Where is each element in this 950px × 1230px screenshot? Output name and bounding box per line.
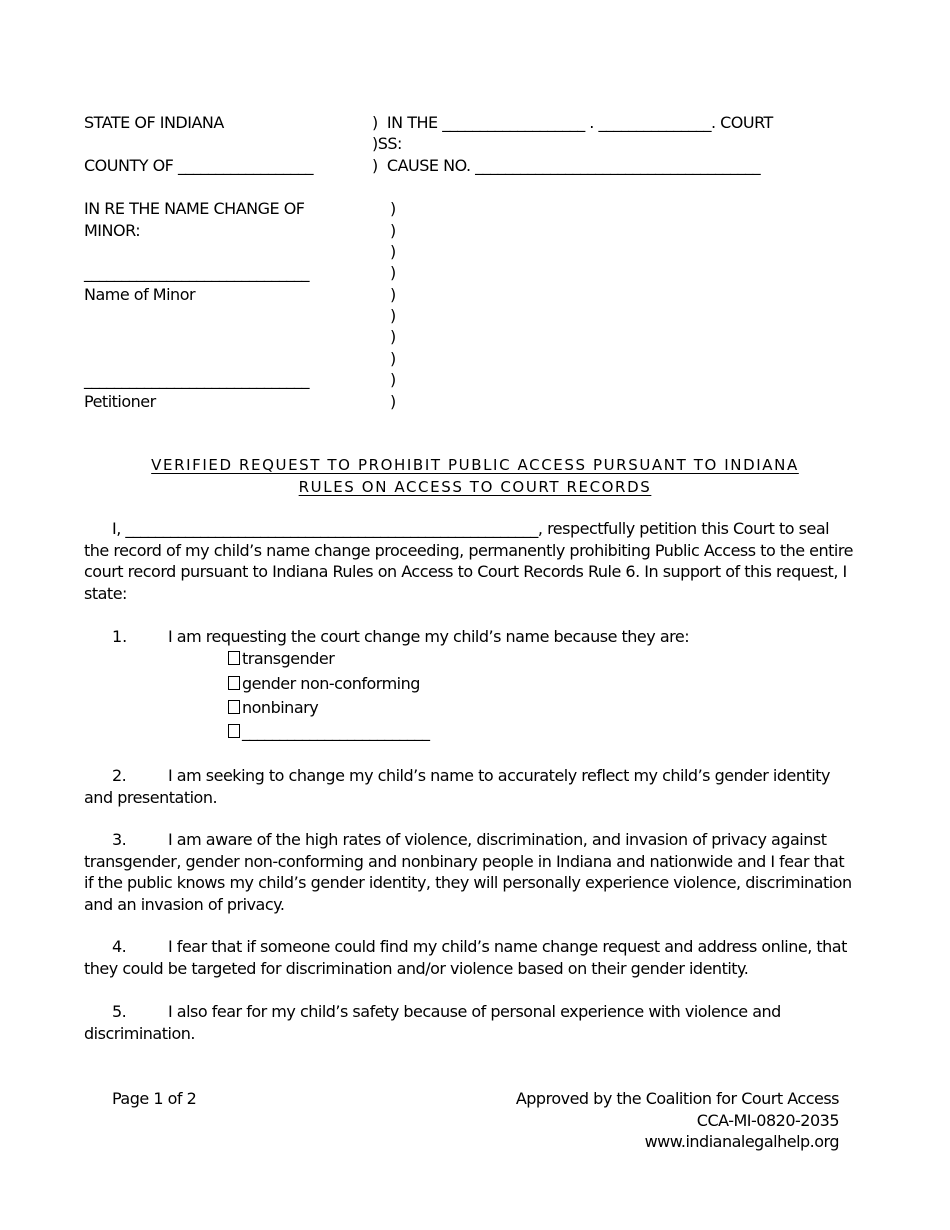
item-paragraph (84, 765, 854, 808)
paren: ) (390, 370, 396, 389)
paren: ) (390, 221, 396, 240)
other-blank-line: _________________________ (242, 722, 430, 741)
other-checkbox[interactable] (228, 724, 240, 738)
county-line: COUNTY OF __________________ (84, 156, 313, 175)
item-paragraph (84, 1001, 854, 1044)
checkbox-label: gender non-conforming (242, 674, 420, 693)
page-number: Page 1 of 2 (112, 1089, 197, 1108)
checkbox-label: transgender (242, 649, 335, 668)
intro-paragraph: I, _______________________________________________________, respectfully petition this Court to seal the record of my child’s name change proceeding, permanently prohibiting Public Access to the entire court record pursuant to Indiana Rules on Access to Court Records Rule 6. In support of this request, I state: (84, 519, 853, 603)
item-number: 1. (112, 627, 128, 646)
paren: ) (390, 263, 396, 282)
paren: ) (390, 349, 396, 368)
item-text: I am seeking to change my child’s name to accurately reflect my child’s gender identity and presentation. (84, 766, 830, 807)
paren: ) (390, 199, 396, 218)
transgender-checkbox[interactable] (228, 651, 240, 665)
item-text: I am aware of the high rates of violence, discrimination, and invasion of privacy against transgender, gender non-conforming and nonbinary people in Indiana and nationwide and I fear that if the public knows my child’s gender identity, they will personally experience violence, discrimination and an invasion of privacy. (84, 830, 852, 914)
paren: ) (390, 306, 396, 325)
form-code: CCA-MI-0820-2035 (696, 1111, 839, 1130)
item-number: 4. (112, 937, 127, 956)
item-number: 3. (112, 830, 127, 849)
paren: ) (390, 285, 396, 304)
approval-note: Approved by the Coalition for Court Access (515, 1089, 839, 1108)
document-title-line-1: VERIFIED REQUEST TO PROHIBIT PUBLIC ACCESS PURSUANT TO INDIANA (151, 456, 799, 474)
document-title-line-2: RULES ON ACCESS TO COURT RECORDS (298, 478, 652, 496)
paren: ) (390, 242, 396, 261)
petitioner-line: ______________________________ (84, 370, 309, 389)
item-text: I am requesting the court change my child’s name because they are: (168, 627, 690, 646)
paren: ) (390, 392, 396, 411)
gender-non-conforming-checkbox[interactable] (228, 676, 240, 690)
petitioner-label: Petitioner (84, 392, 156, 411)
item-number: 2. (112, 766, 127, 785)
item-number: 5. (112, 1002, 127, 1021)
state-label: STATE OF INDIANA (84, 113, 224, 132)
in-re-heading: IN RE THE NAME CHANGE OF (84, 199, 305, 218)
website-link[interactable]: www.indianalegalhelp.org (644, 1132, 839, 1151)
item-paragraph (84, 829, 854, 915)
minor-name-line: ______________________________ (84, 263, 309, 282)
cause-number-line: ) CAUSE NO. ______________________________________ (372, 156, 761, 175)
minor-name-label: Name of Minor (84, 285, 196, 304)
nonbinary-checkbox[interactable] (228, 700, 240, 714)
item-text: I fear that if someone could find my child’s name change request and address online, that they could be targeted for discrimination and/or violence based on their gender identity. (84, 937, 847, 978)
item-paragraph (84, 936, 854, 979)
item-text: I also fear for my child’s safety because of personal experience with violence and discrimination. (84, 1002, 781, 1043)
checkbox-label: nonbinary (242, 698, 319, 717)
minor-heading: MINOR: (84, 221, 141, 240)
ss-label: )SS: (372, 134, 402, 153)
paren: ) (390, 327, 396, 346)
court-line: ) IN THE ___________________ . _______________. COURT (372, 113, 773, 132)
